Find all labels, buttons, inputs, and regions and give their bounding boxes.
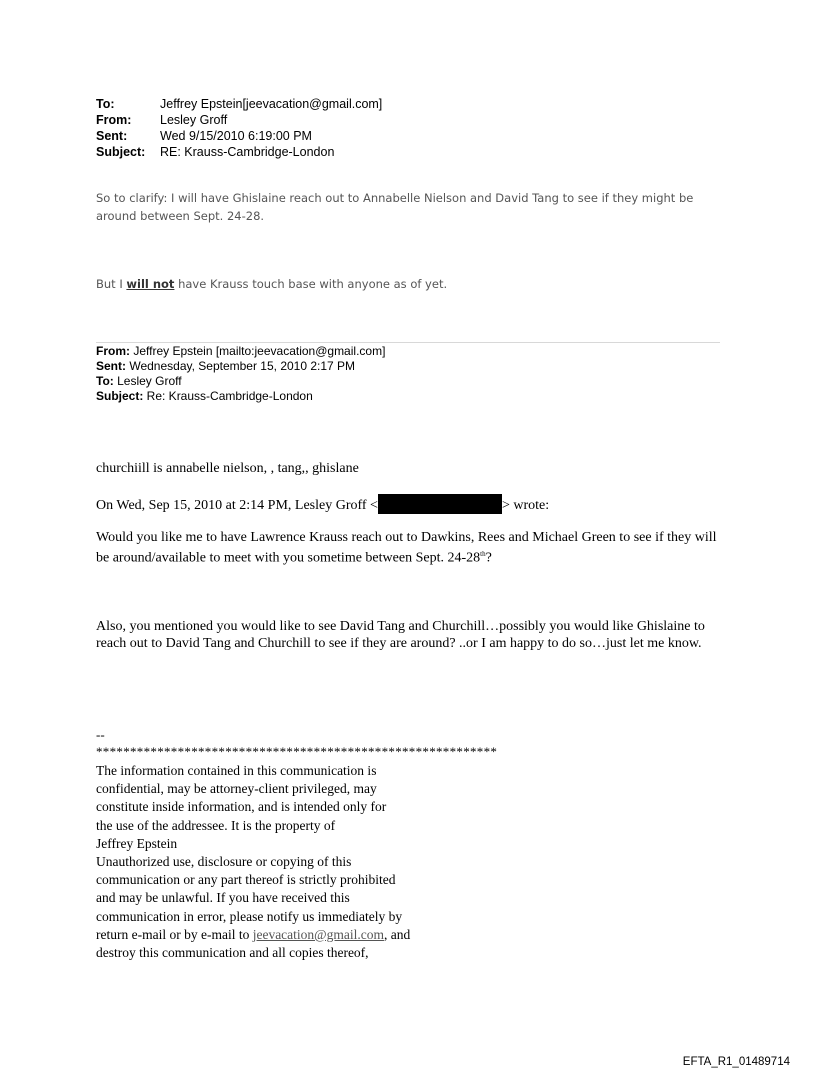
reply-para2-emphasis: will not [126,277,175,291]
fwd-to-label: To: [96,374,114,388]
disclaimer-line: communication in error, please notify us immediately by [96,908,403,924]
subject-label: Subject: [96,145,146,159]
fwd-subject-row [96,389,385,404]
reply-para2-pre: But I [96,277,127,291]
disclaimer-line: confidential, may be attorney-client privileged, may [96,781,377,797]
disclaimer-line-email [96,926,476,944]
fwd-to-row [96,374,385,389]
wrote-post: > wrote: [501,498,550,513]
quote-divider [96,342,720,343]
disclaimer-line: Jeffrey Epstein [96,835,178,851]
disclaimer-line: the use of the addressee. It is the property of [96,817,336,833]
krauss-post: ? [485,550,492,566]
disclaimer-block [96,762,476,962]
disclaimer-line: The information contained in this communication is [96,763,377,778]
fwd-sent-value: Wednesday, September 15, 2010 2:17 PM [126,359,356,373]
message-line-churchill: churchiill is annabelle nielson, , tang,, ghislane [96,461,359,476]
signature-dashes: -- [96,727,105,742]
sent-label: Sent: [96,129,128,143]
disclaimer-line: constitute inside information, and is intended only for [96,799,387,815]
header-sent-row [96,128,382,144]
fwd-subject-label: Subject: [96,389,144,403]
header-from-row [96,112,382,128]
disclaimer-line: destroy this communication and all copies thereof, [96,945,369,961]
disclaimer-l10-pre: return e-mail or by e-mail to [96,926,253,942]
from-value: Lesley Groff [160,113,228,127]
email-header [96,96,382,160]
fwd-from-label: From: [96,344,130,358]
fwd-sent-row [96,359,385,374]
signature-stars: *********************************************************** [96,744,498,759]
krauss-sup: th [480,550,486,558]
message-wrote-line [96,494,726,514]
disclaimer-line: Unauthorized use, disclosure or copying of this [96,854,352,870]
wrote-pre: On Wed, Sep 15, 2010 at 2:14 PM, Lesley Groff < [96,498,378,513]
fwd-subject-value: Re: Krauss-Cambridge-London [143,389,313,403]
disclaimer-l10-post: , and [383,926,411,942]
header-subject-row [96,144,382,160]
to-value: Jeffrey Epstein[jeevacation@gmail.com] [160,97,383,111]
sent-value: Wed 9/15/2010 6:19:00 PM [160,129,312,143]
document-id: EFTA_R1_01489714 [682,1056,790,1068]
redaction-bar [378,494,502,514]
reply-paragraph-clarify: So to clarify: I will have Ghislaine reach out to Annabelle Nielson and David Tang to see if they might be around between Sept. 24-28. [96,191,694,223]
subject-value: RE: Krauss-Cambridge-London [160,145,335,159]
reply-para2-post: have Krauss touch base with anyone as of yet. [174,277,448,291]
to-label: To: [96,97,115,111]
fwd-to-value: Lesley Groff [113,374,182,388]
fwd-sent-label: Sent: [96,359,126,373]
fwd-from-value: Jeffrey Epstein [mailto:jeevacation@gmail.com] [130,344,386,358]
message-paragraph-krauss [96,529,726,567]
disclaimer-line: communication or any part thereof is strictly prohibited [96,872,396,888]
disclaimer-line: and may be unlawful. If you have received this [96,890,350,906]
email-link[interactable]: jeevacation@gmail.com [252,926,384,942]
reply-paragraph-krauss [96,275,726,293]
krauss-pre: Would you like me to have Lawrence Krauss reach out to Dawkins, Rees and Michael Green to see if they will be around/available to meet with you sometime between Sept. 24-28 [96,530,717,566]
forwarded-header [96,344,385,404]
message-paragraph-tang: Also, you mentioned you would like to see David Tang and Churchill…possibly you would like Ghislaine to reach out to David Tang and Churchill to see if they are around? ..or I am happy to do so…just let me know. [96,619,705,651]
from-label: From: [96,113,132,127]
fwd-from-row [96,344,385,359]
header-to-row [96,96,382,112]
